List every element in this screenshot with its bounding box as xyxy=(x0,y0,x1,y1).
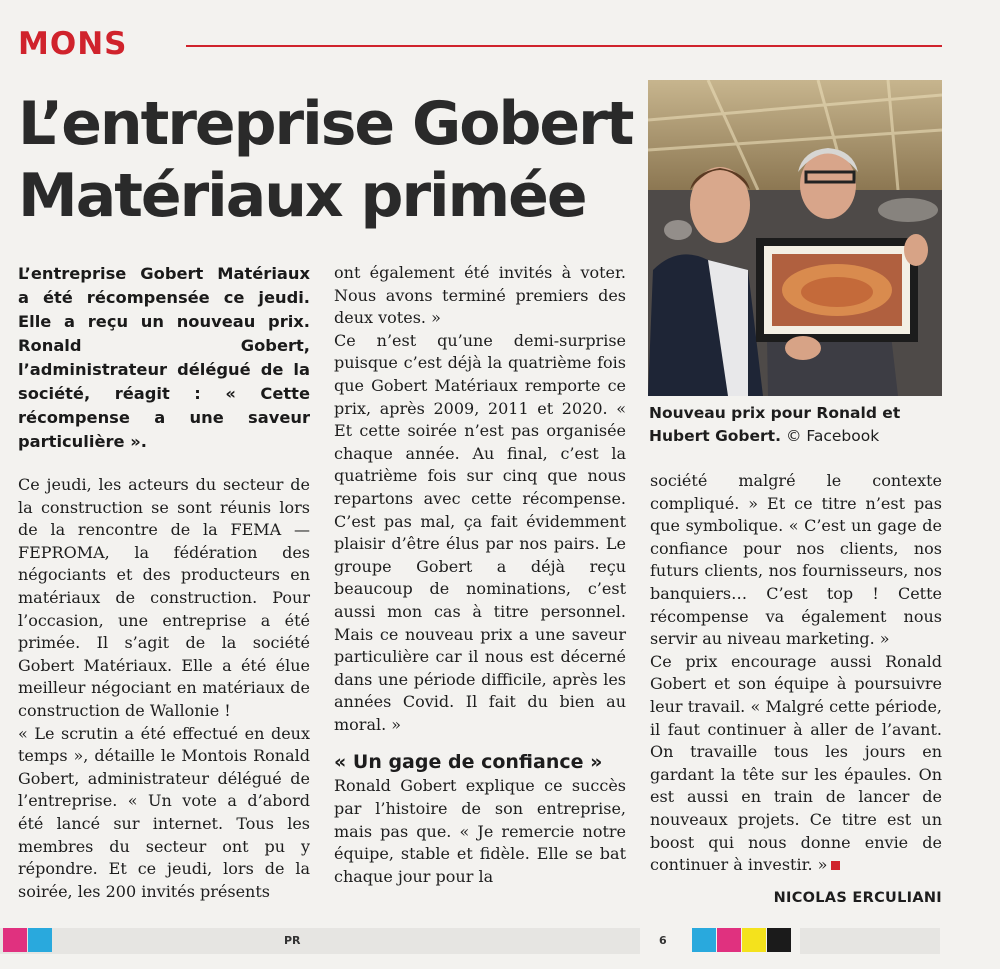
column-2 xyxy=(334,262,626,888)
caption-text: Nouveau prix pour Ronald et Hubert Gobert. xyxy=(649,404,901,445)
column-3 xyxy=(650,470,942,877)
section-label: MONS xyxy=(18,26,128,62)
paragraph-text: Ce prix encourage aussi Ronald Gobert et son équipe à poursuivre leur travail. « Malgré cette période, il faut continuer à aller de l’avant. On travaille tous les jours en gardant la tête sur les épaules. On est aussi en train de lancer de nouveaux projets. Ce titre est un boost qui nous donne envie de continuer à investir. » xyxy=(650,651,942,875)
paragraph xyxy=(650,651,942,877)
page-number: 6 xyxy=(659,934,667,947)
end-mark-icon xyxy=(831,861,840,870)
paragraph: Ronald Gobert explique ce succès par l’histoire de son entreprise, mais pas que. « Je remercie notre équipe, stable et fidèle. Elle se bat chaque jour pour la xyxy=(334,776,626,886)
article-lead xyxy=(18,262,310,454)
article-photo xyxy=(648,80,942,396)
paragraph: Ce n’est qu’une demi-surprise puisque c’est déjà la quatrième fois que Gobert Matériaux remporte ce prix, après 2009, 2011 et 2020. « Et cette soirée n’est pas organisée chaque année. Au final, c’est la quatrième fois sur cinq que nous repartons avec cette récompense. C’est pas mal, ça fait évidemment plaisir d’être élus par nos pairs. Le groupe Gobert a déjà reçu beaucoup de nominations, c’est aussi mon cas à titre personnel. Mais ce nouveau prix a une saveur particulière car il nous est décerné dans une période difficile, après les années Covid. Il fait du bien au moral. » xyxy=(334,330,626,734)
photo-caption xyxy=(649,402,944,448)
lead-text: L’entreprise Gobert Matériaux a été récompensée ce jeudi. Elle a reçu un nouveau prix. Ronald Gobert, l’administrateur délégué de la société, réagit : « Cette récompense a une saveur particulière ». xyxy=(18,264,310,451)
footer-code: PR xyxy=(284,934,301,947)
photo-credit: © Facebook xyxy=(785,427,880,445)
paragraph: ont également été invités à voter. Nous avons terminé premiers des deux votes. » xyxy=(334,263,626,328)
paragraph: « Le scrutin a été effectué en deux temps », détaille le Montois Ronald Gobert, administrateur délégué de l’entreprise. « Un vote a d’abord été lancé sur internet. Tous les membres du secteur ont pu y répondre. Et ce jeudi, lors de la soirée, les 200 invités présents xyxy=(18,723,310,901)
paragraph: société malgré le contexte compliqué. » Et ce titre n’est pas que symbolique. « C’est un gage de confiance pour nos clients, nos futurs clients, nos fournisseurs, nos banquiers… C’est top ! Cette récompense va également nous servir au niveau marketing. » xyxy=(650,471,942,649)
yellow-swatch xyxy=(742,928,766,952)
black-swatch xyxy=(767,928,791,952)
column-1 xyxy=(18,262,310,903)
cyan-swatch xyxy=(28,928,52,952)
article-headline: L’entreprise Gobert Matériaux primée xyxy=(18,89,633,231)
footer-band-right xyxy=(800,928,940,954)
photo-illustration xyxy=(648,80,942,396)
subheading: « Un gage de confiance » xyxy=(334,751,603,774)
cyan-swatch xyxy=(692,928,716,952)
magenta-swatch xyxy=(717,928,741,952)
section-rule xyxy=(186,45,942,47)
footer-band xyxy=(0,928,640,954)
author-byline: NICOLAS ERCULIANI xyxy=(773,890,942,906)
magenta-swatch xyxy=(3,928,27,952)
paragraph: Ce jeudi, les acteurs du secteur de la construction se sont réunis lors de la rencontre de la FEMA — FEPROMA, la fédération des négociants et des producteurs en matériaux de construction. Pour l’occasion, une entreprise a été primée. Il s’agit de la société Gobert Matériaux. Elle a été élue meilleur négociant en matériaux de construction de Wallonie ! xyxy=(18,475,310,720)
print-footer xyxy=(0,928,1000,956)
